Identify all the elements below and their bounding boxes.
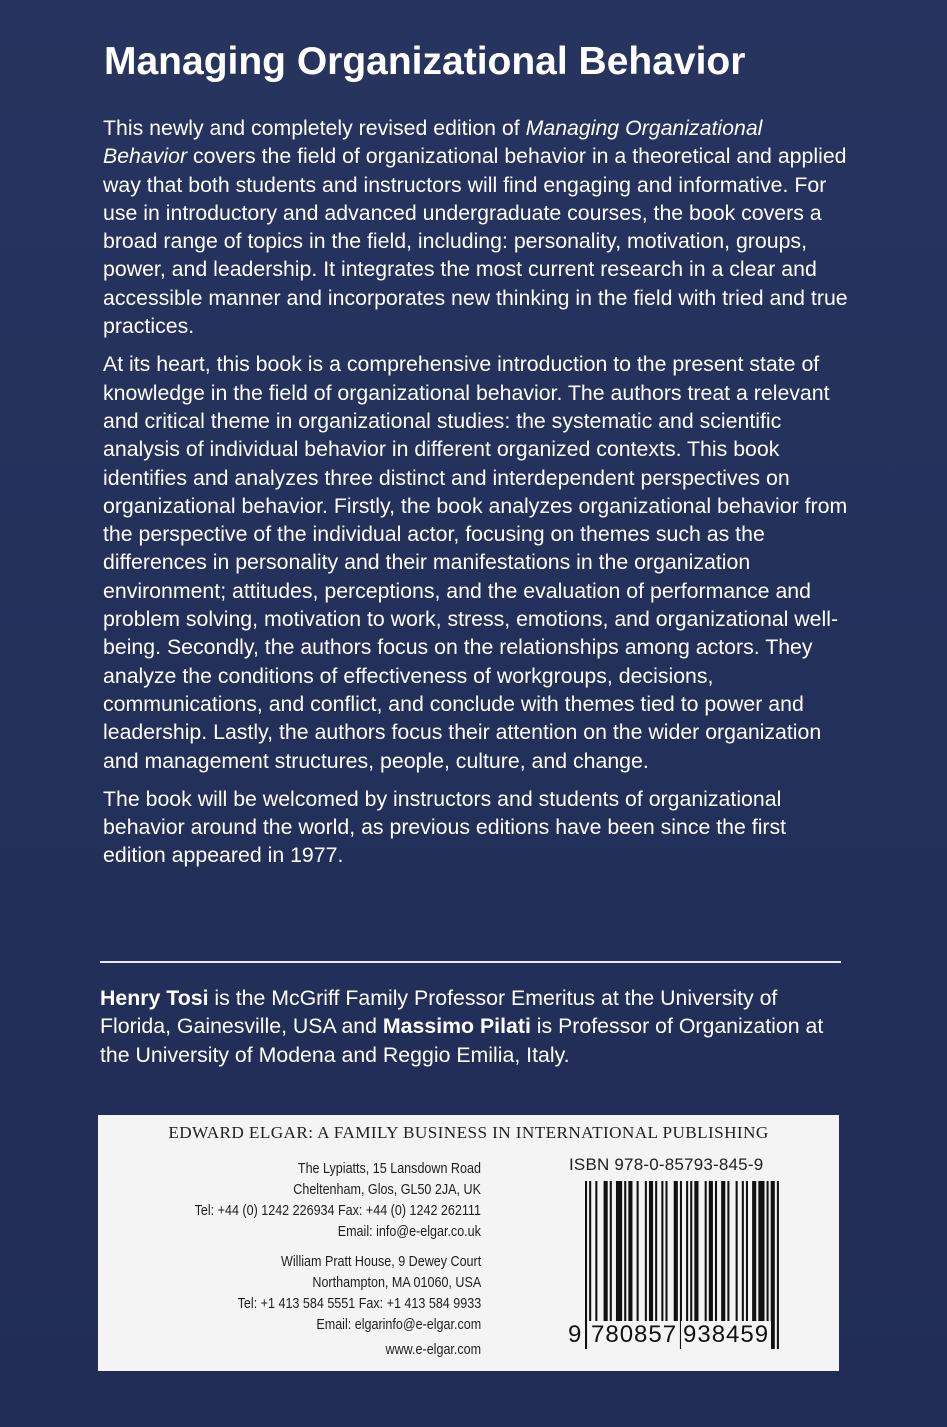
- author-bio: Henry Tosi is the McGriff Family Professor Emeritus at the University of Florida, Gainesville, USA and Massimo Pilati is Professor of Organization at the University of Modena and Reggio Emilia, Italy.: [100, 986, 824, 1067]
- description-paragraph-3: The book will be welcomed by instructors and students of organizational behavior around the world, as previous editions have been since the first edition appeared in 1977.: [103, 786, 787, 868]
- book-description: [103, 114, 848, 880]
- publisher-banner: EDWARD ELGAR: A FAMILY BUSINESS IN INTERNATIONAL PUBLISHING: [168, 1123, 769, 1142]
- barcode-right-group: 938459: [683, 1321, 770, 1348]
- barcode-left-group: 780857: [591, 1321, 678, 1348]
- author-name-2: Massimo Pilati: [382, 1014, 531, 1039]
- publisher-panel: [98, 1115, 839, 1371]
- us-email: Email: elgarinfo@e-elgar.com: [316, 1317, 481, 1333]
- divider-line: [100, 961, 841, 963]
- description-paragraph-2: At its heart, this book is a comprehensive introduction to the present state of knowledge in the field of organizational behavior. The authors treat a relevant and critical theme in organizational studies: the systematic and scientific analysis of individual behavior in different organized contexts. This book identifies and analyzes three distinct and interdependent perspectives on organizational behavior. Firstly, the book analyzes organizational behavior from the perspective of the individual actor, focusing on themes such as the differences in personality and their manifestations in the organization environment; attitudes, perceptions, and the evaluation of performance and problem solving, motivation to work, stress, emotions, and organizational well-being. Secondly, the authors focus on the relationships among actors. They analyze the conditions of effectiveness of workgroups, decisions, communications, and conflict, and conclude with themes tied to power and leadership. Lastly, the authors focus their attention on the wider organization and management structures, people, culture, and change.: [103, 352, 848, 773]
- italic-book-title: Managing Organizational Behavior: [103, 116, 763, 169]
- uk-address: The Lypiatts, 15 Lansdown Road Cheltenham, Glos, GL50 2JA, UK Tel: +44 (0) 1242 226934 Fax: +44 (0) 1242 262111 Email: info@e-elgar.co.uk: [195, 1159, 481, 1243]
- description-paragraph-1: This newly and completely revised edition of Managing Organizational Behavior covers the field of organizational behavior in a theoretical and applied way that both students and instructors will find engaging and informative. For use in introductory and advanced undergraduate courses, the book covers a broad range of topics in the field, including: personality, motivation, groups, power, and leadership. It integrates the most current research in a clear and accessible manner and incorporates new thinking in the field with tried and true practices.: [103, 116, 848, 339]
- barcode-first-digit: 9: [568, 1321, 582, 1348]
- publisher-website: www.e-elgar.com: [385, 1342, 481, 1358]
- book-title: Managing Organizational Behavior: [104, 40, 746, 83]
- us-address: William Pratt House, 9 Dewey Court Northampton, MA 01060, USA Tel: +1 413 584 5551 Fax: +1 413 584 9933 Email: elgarinfo@e-elgar.com: [237, 1252, 481, 1336]
- uk-email: Email: info@e-elgar.co.uk: [337, 1224, 481, 1240]
- author-name-1: Henry Tosi: [100, 986, 209, 1010]
- isbn-number: ISBN 978-0-85793-845-9: [569, 1155, 764, 1174]
